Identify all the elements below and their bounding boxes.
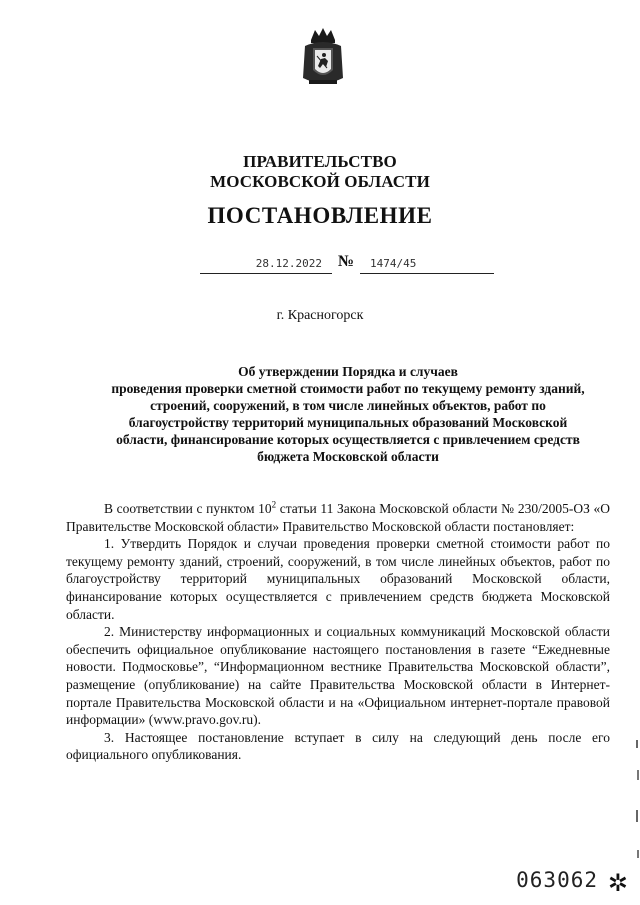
preamble-text-start: В соответствии с пунктом 10 <box>104 501 272 516</box>
registration-number: 1474/45 <box>370 257 417 270</box>
scan-edge-marks <box>634 740 640 880</box>
subject-line: области, финансирование которых осуществляется с привлечением средств <box>116 432 580 447</box>
city-line: г. Красногорск <box>276 308 364 323</box>
document-type-title: ПОСТАНОВЛЕНИЕ <box>207 203 433 228</box>
registration-date: 28.12.2022 <box>255 257 322 270</box>
registration-number-field <box>360 258 494 274</box>
subject-line: строений, сооружений, в том числе линейных объектов, работ по <box>150 398 546 413</box>
paragraph-1: 1. Утвердить Порядок и случаи проведения проверки сметной стоимости работ по текущему ремонту зданий, строений, сооружений, в том числе линейных объектов, работ по благоустройству территорий муниципальных образований Московской области, финансирование которых осуществляется с привлечением средств бюджета Московской области. <box>66 536 610 622</box>
government-name-line1: ПРАВИТЕЛЬСТВО <box>243 152 397 171</box>
document-subject <box>78 363 618 465</box>
preamble-superscript: 2 <box>271 499 277 510</box>
document-body <box>66 500 610 764</box>
serial-number: 063062 <box>516 868 598 892</box>
coat-of-arms-icon <box>301 26 345 90</box>
subject-line: бюджета Московской области <box>257 449 439 464</box>
paragraph-2: 2. Министерству информационных и социальных коммуникаций Московской области обеспечить официальное опубликование настоящего постановления в газете “Ежедневные новости. Подмосковье”, “Информационном вестнике Правительства Московской области”, размещение (опубликование) на сайте Правительства Московской области в Интернет-портале Правительства Московской области и на «Официальном интернет-портале правовой информации» (www.pravo.gov.ru). <box>66 624 610 728</box>
registration-date-field <box>200 258 332 274</box>
preamble-paragraph <box>66 500 610 535</box>
preamble-text-end: статьи 11 Закона Московской области № 230/2005-ОЗ «О Правительстве Московской области» Правительство Московской области постановляет: <box>66 501 610 534</box>
paragraph-3: 3. Настоящее постановление вступает в силу на следующий день после его официального опубликования. <box>66 729 610 763</box>
subject-line: благоустройству территорий муниципальных образований Московской <box>128 415 568 430</box>
asterisk-mark-icon: ✲ <box>607 869 628 897</box>
government-name-line2: МОСКОВСКОЙ ОБЛАСТИ <box>210 172 430 191</box>
number-sign: № <box>338 253 355 270</box>
subject-line: проведения проверки сметной стоимости работ по текущему ремонту зданий, <box>111 381 585 396</box>
subject-line: Об утверждении Порядка и случаев <box>238 364 458 379</box>
